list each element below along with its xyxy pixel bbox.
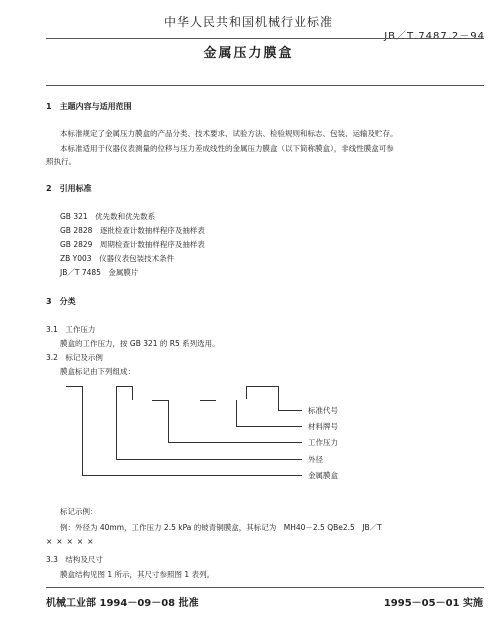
section-3-1-heading: 3.1 工作压力 xyxy=(46,325,96,334)
title-rule xyxy=(46,85,484,86)
example-text: 例：外径为 40mm，工作压力 2.5 kPa 的铍青铜膜盒，其标记为 MH40－2.5 QBe2.5 JB／T xyxy=(60,523,382,532)
section-3-2-text: 膜盒标记由下列组成： xyxy=(60,367,135,376)
label-outer-diameter: 外径 xyxy=(308,455,323,464)
section-1-heading: 1 主题内容与适用范围 xyxy=(46,102,132,111)
section-3-2-heading: 3.2 标记及示例 xyxy=(46,353,103,362)
reference-item: GB 2829 周期检查计数抽样程序及抽样表 xyxy=(60,240,205,249)
section-3-1-text: 膜盒的工作压力，按 GB 321 的 R5 系列选用。 xyxy=(60,339,220,348)
label-material-grade: 材料牌号 xyxy=(308,422,338,431)
section-2-heading: 2 引用标准 xyxy=(46,184,92,193)
section-3-heading: 3 分类 xyxy=(46,297,76,306)
header-rule xyxy=(46,38,484,39)
reference-item: JB／T 7485 金属膜片 xyxy=(60,268,139,277)
implementation-date: 1995－05－01 实施 xyxy=(383,598,483,609)
standard-number: JB／T 7487.2－94 xyxy=(384,31,485,42)
label-working-pressure: 工作压力 xyxy=(308,438,338,447)
section-3-3-text: 膜盒结构见图 1 所示，其尺寸参照图 1 表列。 xyxy=(60,570,215,579)
label-metal-capsule: 金属膜盒 xyxy=(308,471,338,480)
label-standard-code: 标准代号 xyxy=(308,406,338,415)
reference-item: GB 2828 逐批检查计数抽样程序及抽样表 xyxy=(60,226,205,235)
continuation-marks: ××××× xyxy=(46,537,98,546)
section-1-para-2: 本标准适用于仪器仪表测量的位移与压力差成线性的金属压力膜盒（以下简称膜盒），非线性膜盒可参 xyxy=(60,144,394,153)
footer-rule xyxy=(46,587,484,588)
section-3-3-heading: 3.3 结构及尺寸 xyxy=(46,555,103,564)
section-1-para-2-cont: 照执行。 xyxy=(46,157,76,166)
reference-item: GB 321 优先数和优先数系 xyxy=(60,212,156,221)
section-1-para-1: 本标准规定了金属压力膜盒的产品分类、技术要求、试验方法、检验规则和标志、包装、运输及贮存。 xyxy=(60,129,398,138)
example-heading: 标记示例： xyxy=(60,507,98,516)
document-title: 金属压力膜盒 xyxy=(203,46,294,61)
standard-category: 中华人民共和国机械行业标准 xyxy=(163,15,333,29)
reference-item: ZB Y003 仪器仪表包装技术条件 xyxy=(60,254,175,263)
approval-date: 机械工业部 1994－09－08 批准 xyxy=(46,598,199,609)
